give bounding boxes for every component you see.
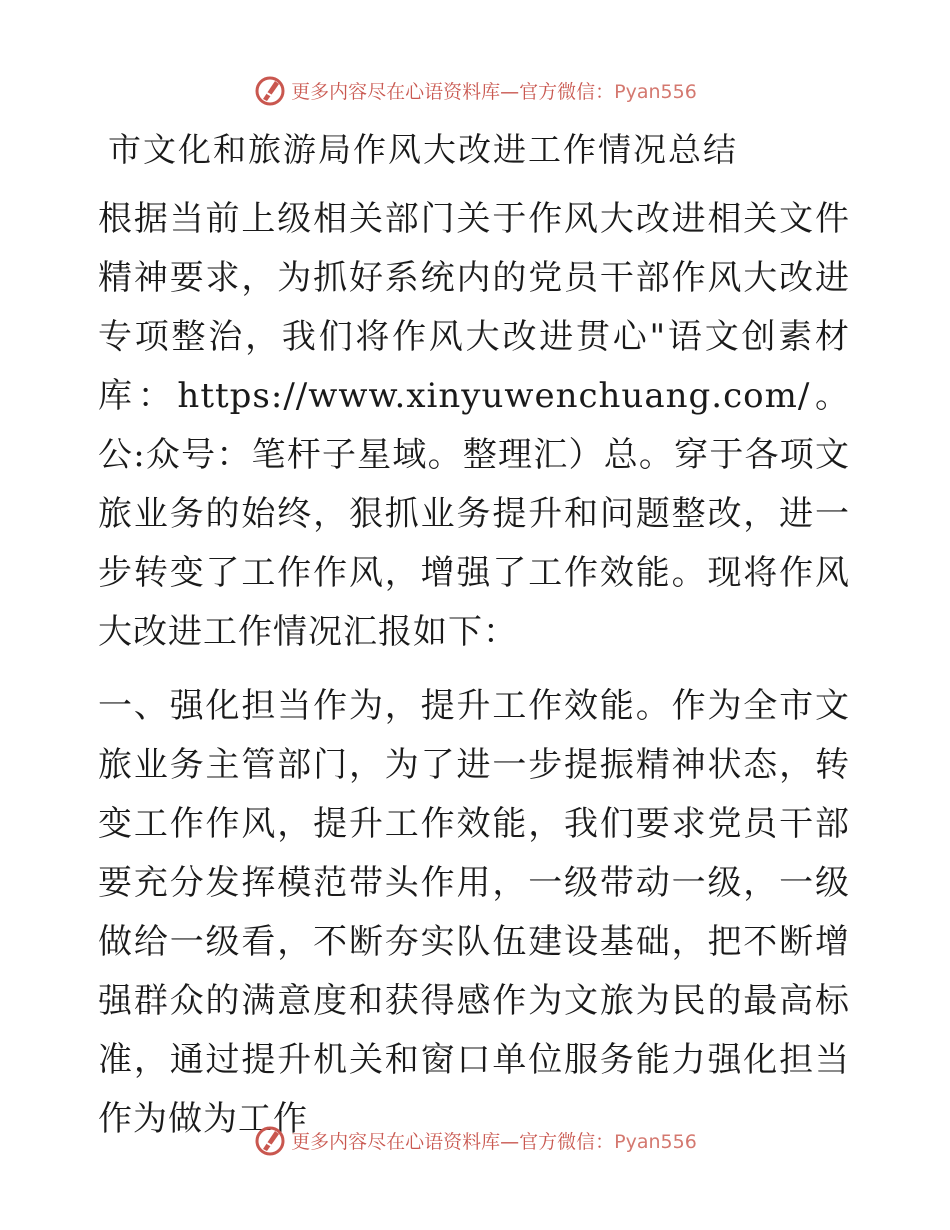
header-banner	[0, 70, 950, 110]
pen-circle-logo-icon	[253, 73, 287, 107]
banner-text: 更多内容尽在心语资料库—官方微信：Pyan556	[291, 80, 697, 103]
paragraph-intro: 根据当前上级相关部门关于作风大改进相关文件精神要求，为抓好系统内的党员干部作风大改进专项整治，我们将作风大改进贯心"语文创素材库：https://www.xinyuwenchuang.com/。公:众号：笔杆子星域。整理汇）总。穿于各项文旅业务的始终，狠抓业务提升和问题整改，进一步转变了工作作风，增强了工作效能。现将作风大改进工作情况汇报如下：	[98, 199, 850, 652]
banner-text: 更多内容尽在心语资料库—官方微信：Pyan556	[291, 1130, 697, 1153]
paragraph-section-one: 一、强化担当作为，提升工作效能。作为全市文旅业务主管部门，为了进一步提振精神状态，转变工作作风，提升工作效能，我们要求党员干部要充分发挥模范带头作用，一级带动一级，一级做给一级看，不断夯实队伍建设基础，把不断增强群众的满意度和获得感作为文旅为民的最高标准，通过提升机关和窗口单位服务能力强化担当作为做为工作	[98, 686, 850, 1139]
document-title: 市文化和旅游局作风大改进工作情况总结	[108, 130, 738, 169]
wechat-id: Pyan556	[614, 80, 697, 103]
wechat-id: Pyan556	[614, 1130, 697, 1153]
footer-banner	[0, 1120, 950, 1160]
pen-circle-logo-icon	[253, 1123, 287, 1157]
